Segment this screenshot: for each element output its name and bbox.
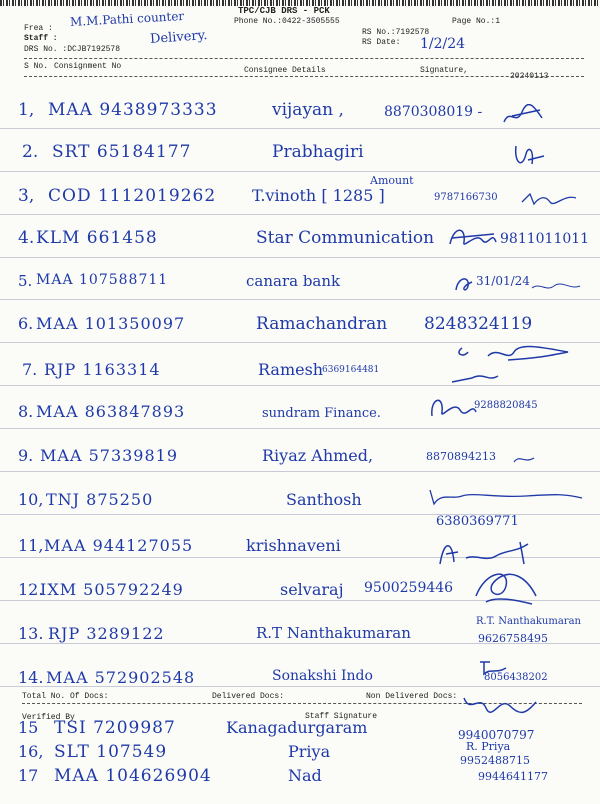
row-cell: 8870308019 - [384,104,483,120]
header-phone: Phone No.:0422-3505555 [234,17,340,26]
row-cell: IXM 505792249 [40,580,184,599]
signature [446,224,498,252]
row-cell: 4. [18,228,35,248]
signature [476,658,516,678]
sig-name-16: R. Priya [466,740,511,753]
row-cell: 8. [18,402,34,421]
signature [530,280,582,294]
row-cell: 12. [18,580,44,599]
staff-label: Staff : [24,34,58,43]
row-cell: 1, [18,100,35,120]
row-cell: 15 [18,718,39,737]
row-cell: Nad [288,766,322,785]
verified-by: Verified By [22,713,75,722]
staff-handwriting: Delivery. [149,28,208,47]
rs-date-label: RS Date: [362,38,401,47]
row-cell: 2. [22,142,39,162]
row-cell: 9952488715 [460,754,530,767]
row-cell: 5. [18,272,33,290]
row-cell: 11, [18,536,44,555]
row-cell: TNJ 875250 [46,490,154,509]
delivery-row [0,766,600,804]
drs-number: DRS No. :DCJB7192578 [24,45,121,54]
row-cell: 9626758495 [478,632,548,645]
row-cell: sundram Finance. [262,406,381,421]
row-cell: Kanagadurgaram [226,718,368,737]
sig-name-13: R.T. Nanthakumaran [476,616,581,627]
header-title: TPC/CJB DRS - PCK [238,6,330,16]
delivery-row [0,402,600,440]
row-cell: SLT 107549 [54,742,168,762]
row-cell: MAA 104626904 [54,766,212,786]
col-consignment: Consignment No [54,62,122,71]
row-cell: 9. [18,446,34,465]
row-cell: MAA 944127055 [44,536,194,555]
signature [500,104,546,128]
row-cell: selvaraj [280,580,344,599]
col-signature: Signature, [420,66,469,75]
row-cell: KLM 661458 [36,228,158,248]
total-docs: Total No. Of Docs: [22,692,109,701]
row-cell: TSI 7209987 [54,718,176,738]
signature [436,534,536,570]
header-page: Page No.:1 [452,17,501,26]
row-cell: 3, [18,186,35,206]
row-cell: 16, [18,742,44,761]
row-cell: R.T Nanthakumaran [256,624,411,642]
row-cell: Prabhagiri [272,142,364,162]
delivery-row [0,272,600,310]
row-cell: vijayan , [272,100,344,120]
row-cell: 17 [18,766,39,785]
col-consignee: Consignee Details [244,66,326,75]
row-cell: Amount [370,174,414,187]
row-cell: 6369164481 [322,365,380,375]
row-cell: Ramachandran [256,314,388,334]
row-cell: COD 1112019262 [48,186,217,206]
signature [512,450,536,468]
row-cell: Riyaz Ahmed, [262,446,374,465]
row-cell: RJP 3289122 [48,624,165,643]
row-cell: MAA 107588711 [36,272,169,288]
row-cell: 7. [22,360,38,379]
signature [508,142,548,174]
staff-signature-label: Staff Signature [305,712,378,721]
rs-date-handwriting: 1/2/24 [420,36,466,52]
col-divider [24,76,584,77]
row-cell: MAA 572902548 [46,668,196,687]
row-cell: 9288820845 [474,400,538,411]
row-cell: 9944641177 [478,770,548,783]
non-delivered-docs: Non Delivered Docs: [366,692,458,701]
row-cell: 8056438202 [484,672,548,683]
row-cell: canara bank [246,272,341,290]
delivery-row [0,174,600,224]
signature [466,566,542,610]
row-cell: Santhosh [286,490,362,509]
row-cell: MAA 57339819 [40,446,179,465]
row-cell: MAA 863847893 [36,402,186,421]
col-sno: S No. [24,62,49,71]
row-cell: 9787166730 [434,192,498,203]
row-cell: 10, [18,490,44,509]
row-cell: 6380369771 [436,514,519,529]
row-cell: 9500259446 [364,580,454,596]
row-cell: T.vinoth [ 1285 ] [252,186,385,205]
signature [520,186,580,210]
row-cell: 9811011011 [500,231,590,247]
signature [460,692,540,720]
from-handwriting: M.M.Pathi counter [69,9,185,29]
row-cell: Star Communication [256,228,435,248]
row-cell: Sonakshi Indo [272,668,373,684]
row-cell: MAA 101350097 [36,314,186,333]
row-cell: Ramesh [258,360,324,379]
delivery-row [0,228,600,266]
row-cell: 6. [18,314,34,333]
row-cell: RJP 1163314 [44,360,161,379]
delivery-row [0,624,600,662]
row-cell: MAA 9438973333 [48,100,218,120]
rs-number: RS No.:7192578 [362,28,430,37]
signature [426,392,478,422]
row-cell: Priya [288,742,331,761]
header-divider [24,58,584,59]
date-code: 20240113 [510,72,549,81]
row-cell: 9940070797 [458,728,535,742]
row-cell: krishnaveni [246,536,341,555]
signature [426,486,586,510]
row-cell: SRT 65184177 [52,142,192,162]
row-cell: 13. [18,624,44,643]
row-cell: 8870894213 [426,450,496,463]
row-cell: 14. [18,668,44,687]
signature [452,272,476,296]
row-cell: 31/01/24 [476,274,530,288]
delivered-docs: Delivered Docs: [212,692,285,701]
delivery-row [0,446,600,484]
from-label: Frea : [24,24,53,33]
row-cell: 8248324119 [424,314,533,334]
signature [448,342,588,388]
